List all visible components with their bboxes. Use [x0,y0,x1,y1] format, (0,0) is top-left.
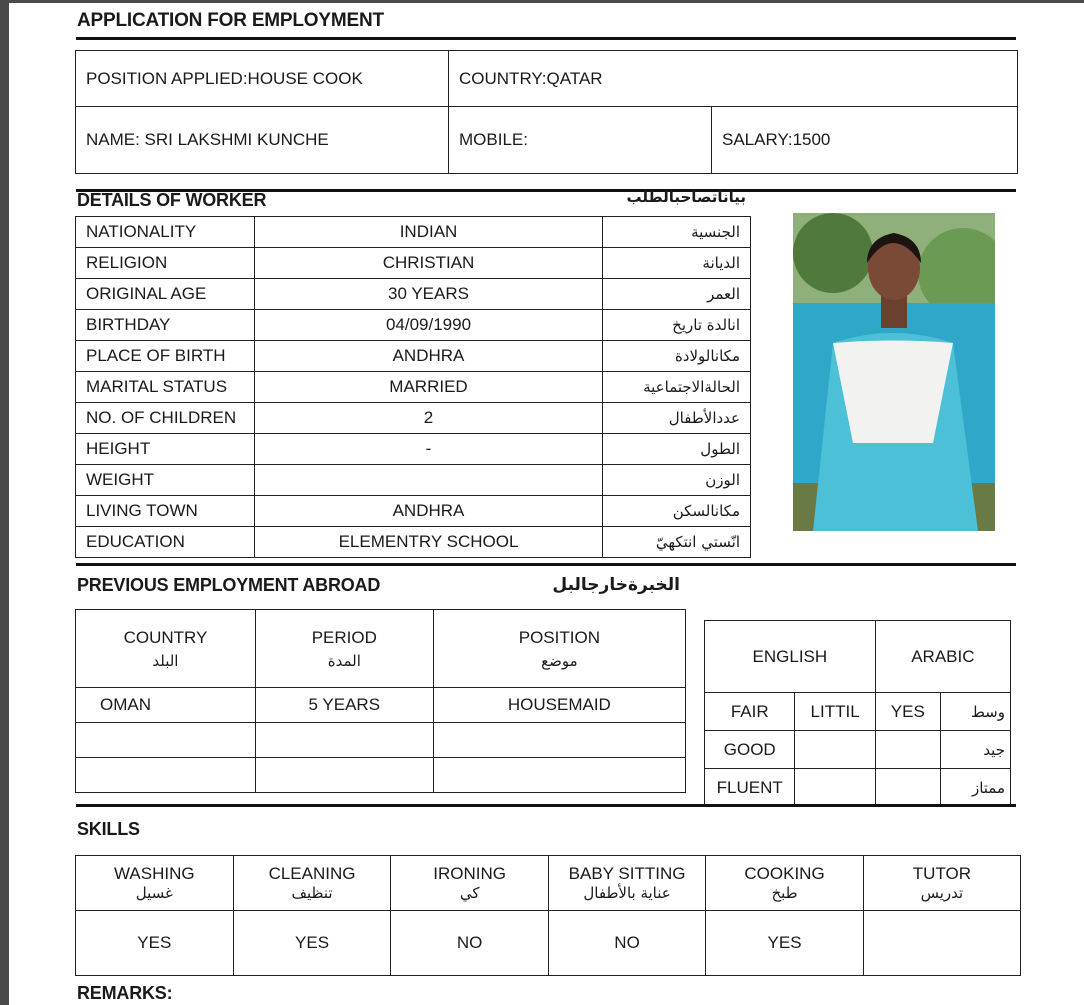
prev-row [76,688,686,723]
prev-header [433,610,685,688]
name: NAME: SRI LAKSHMI KUNCHE [76,107,449,174]
skill-ar: طبخ [771,884,798,902]
top-info-table [75,50,1018,174]
english-header: ENGLISH [705,621,876,693]
lang-cell: FAIR [705,693,795,731]
prev-cell [255,723,433,758]
salary: SALARY:1500 [712,107,1018,174]
details-row [76,465,751,496]
details-heading: DETAILS OF WORKER [77,190,267,210]
lang-cell: LITTIL [795,693,875,731]
prev-header-ar: المدة [327,651,361,670]
detail-value: 2 [255,403,603,434]
detail-label: NATIONALITY [76,217,255,248]
skill-en: IRONING [433,864,507,883]
detail-value: ANDHRA [255,341,603,372]
prev-cell [255,758,433,793]
detail-label: BIRTHDAY [76,310,255,341]
skill-value [863,911,1020,976]
detail-label: PLACE OF BIRTH [76,341,255,372]
prev-cell [76,723,256,758]
detail-label-ar: انالدة تاريخ [603,310,751,341]
skill-value: NO [391,911,548,976]
detail-label-ar: مكانالولادة [603,341,751,372]
detail-label-ar: الحالةالاجتماعية [603,372,751,403]
remarks-label: REMARKS: [77,983,173,1003]
prev-cell [76,758,256,793]
detail-label: HEIGHT [76,434,255,465]
prev-header-ar: موضع [541,651,578,670]
skill-ar: كي [459,884,480,902]
detail-label-ar: الديانة [603,248,751,279]
lang-cell: ممتاز [940,769,1010,807]
lang-cell: وسط [940,693,1010,731]
skills-table [75,855,1021,976]
prev-header-en: COUNTRY [123,627,208,647]
prev-header [76,610,256,688]
details-row [76,496,751,527]
divider [76,563,1016,566]
detail-value: 04/09/1990 [255,310,603,341]
lang-row [705,769,1011,807]
divider [76,37,1016,40]
detail-value: MARRIED [255,372,603,403]
skill-header [548,856,705,911]
prev-row [76,758,686,793]
details-row [76,527,751,558]
prev-cell: HOUSEMAID [433,688,685,723]
mobile: MOBILE: [449,107,712,174]
detail-label-ar: العمر [603,279,751,310]
skill-header [391,856,548,911]
skill-en: COOKING [744,864,825,883]
lang-cell [795,731,875,769]
lang-cell [875,769,940,807]
detail-label-ar: عددالأطفال [603,403,751,434]
skill-value: YES [233,911,391,976]
skill-en: WASHING [114,864,195,883]
skill-en: BABY SITTING [568,864,686,883]
prev-cell [433,723,685,758]
language-table [704,620,1011,807]
skill-header [233,856,391,911]
prev-row [76,723,686,758]
lang-cell [795,769,875,807]
detail-value: - [255,434,603,465]
lang-cell: GOOD [705,731,795,769]
detail-label-ar: الجنسية [603,217,751,248]
lang-cell: FLUENT [705,769,795,807]
prev-header-ar: البلد [152,651,179,670]
previous-employment-table [75,609,686,793]
details-heading-ar: بياناتصاحبالطلب [626,188,746,206]
details-row [76,248,751,279]
country: COUNTRY:QATAR [449,51,1018,107]
details-row [76,372,751,403]
viewer-edge [0,0,9,1005]
skill-ar: تنظيف [291,884,333,902]
prev-cell: OMAN [76,688,256,723]
detail-label: MARITAL STATUS [76,372,255,403]
arabic-header: ARABIC [875,621,1010,693]
lang-row [705,731,1011,769]
prev-header-en: PERIOD [311,627,377,647]
details-row [76,217,751,248]
lang-cell: YES [875,693,940,731]
skill-en: TUTOR [912,864,972,883]
detail-value: INDIAN [255,217,603,248]
prev-header-en: POSITION [518,627,600,647]
detail-value [255,465,603,496]
page-title: APPLICATION FOR EMPLOYMENT [77,10,384,31]
skills-heading: SKILLS [77,819,140,839]
details-row [76,341,751,372]
detail-value: ANDHRA [255,496,603,527]
detail-label-ar: الطول [603,434,751,465]
worker-photo [793,213,995,531]
divider [76,804,1016,807]
lang-cell: جيد [940,731,1010,769]
details-row [76,434,751,465]
lang-cell [875,731,940,769]
skill-value: YES [76,911,234,976]
prev-cell: 5 YEARS [255,688,433,723]
detail-label: EDUCATION [76,527,255,558]
prev-header [255,610,433,688]
detail-label-ar: مكانالسكن [603,496,751,527]
prev-cell [433,758,685,793]
skill-ar: تدريس [920,884,964,902]
detail-value: ELEMENTRY SCHOOL [255,527,603,558]
skill-header [706,856,864,911]
detail-label: ORIGINAL AGE [76,279,255,310]
details-row [76,310,751,341]
details-row [76,279,751,310]
skill-en: CLEANING [268,864,356,883]
previous-heading-ar: الخبرةخارجالبل [552,575,680,595]
detail-label-ar: انّستي انتكهيّ [603,527,751,558]
skill-value: YES [706,911,864,976]
detail-label: NO. OF CHILDREN [76,403,255,434]
previous-heading: PREVIOUS EMPLOYMENT ABROAD [77,575,381,595]
detail-label-ar: الوزن [603,465,751,496]
details-table [75,216,751,558]
detail-label: WEIGHT [76,465,255,496]
skill-ar: غسيل [135,884,173,902]
skill-header [76,856,234,911]
position-applied: POSITION APPLIED:HOUSE COOK [76,51,449,107]
skill-header [863,856,1020,911]
skill-ar: عناية بالأطفال [583,884,671,902]
detail-label: LIVING TOWN [76,496,255,527]
viewer-edge-top [0,0,1084,3]
detail-value: CHRISTIAN [255,248,603,279]
skill-value: NO [548,911,705,976]
detail-label: RELIGION [76,248,255,279]
lang-row [705,693,1011,731]
detail-value: 30 YEARS [255,279,603,310]
details-row [76,403,751,434]
